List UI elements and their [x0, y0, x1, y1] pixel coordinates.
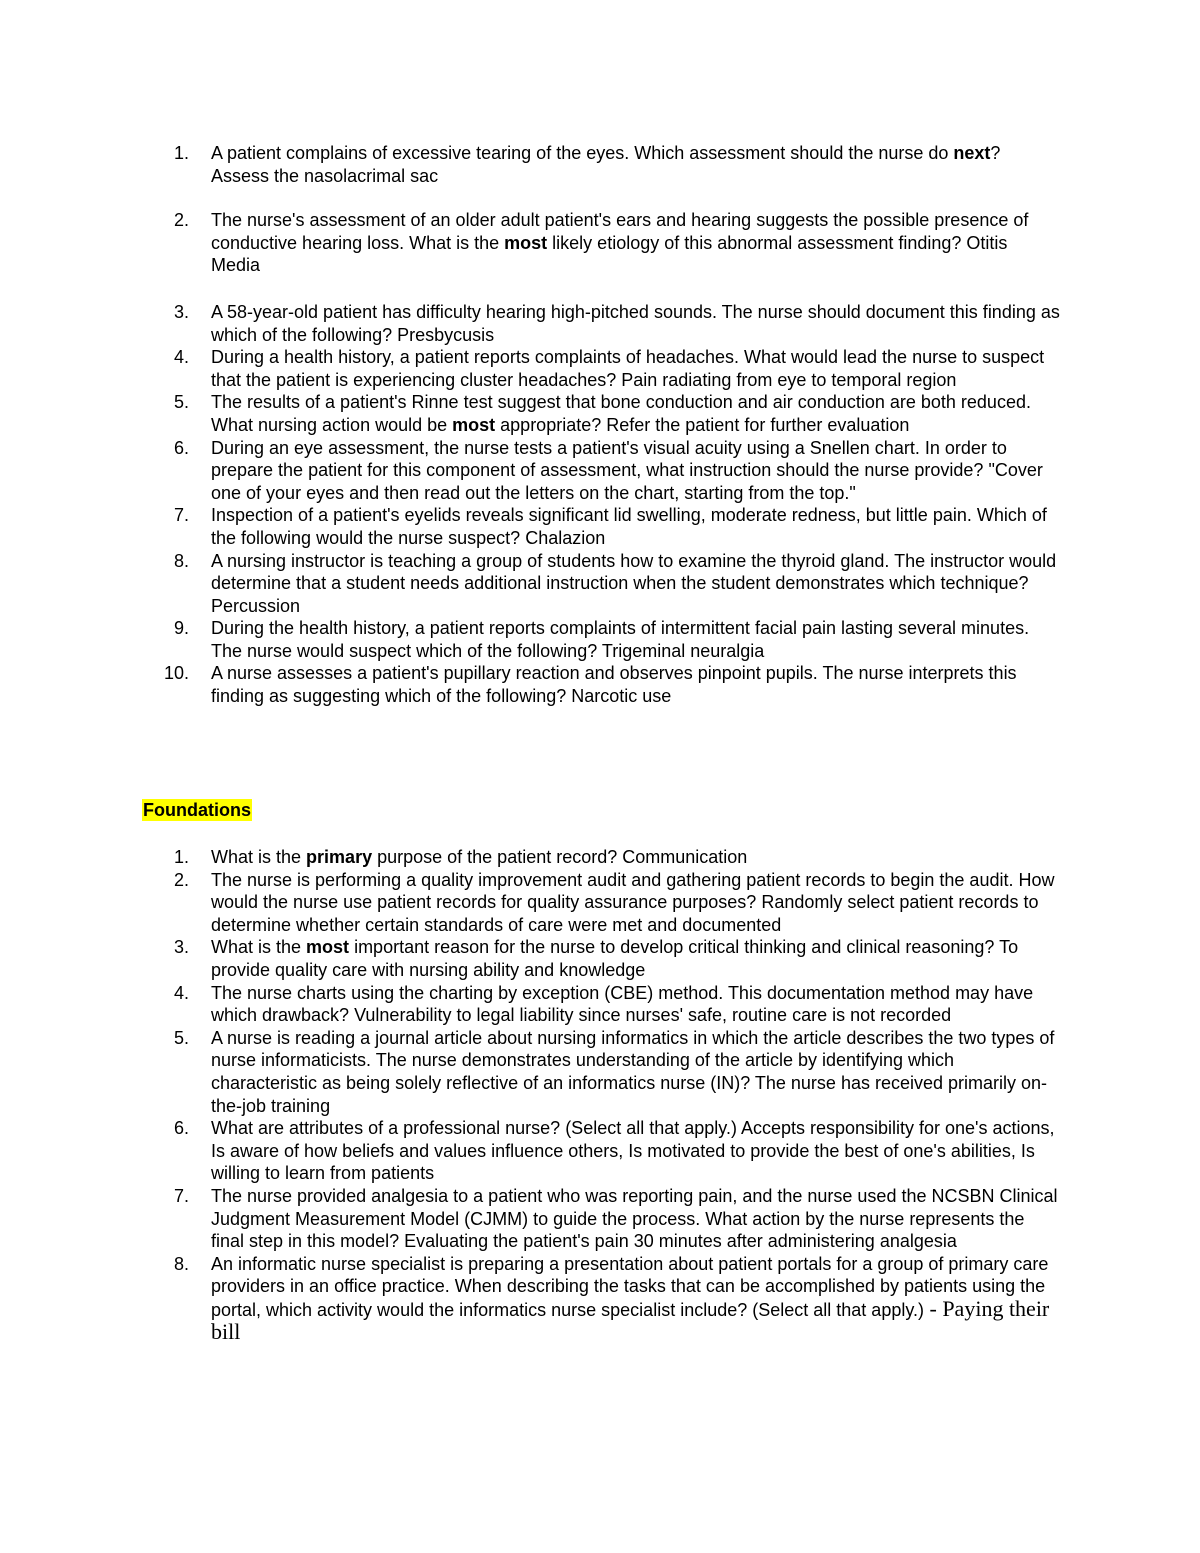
item-text: An informatic nurse specialist is preparing a presentation about patient portals for a group of primary care providers in an office practice. When describing the tasks that can be accomplished by patients using the portal, which activity would the informatics nurse specialist include? (Select all that apply.) - Paying their bill [211, 1253, 1050, 1345]
item-text: The results of a patient's Rinne test suggest that bone conduction and air conduction are both reduced. What nursing action would be most appropriate? Refer the patient for further evaluation [211, 392, 1031, 435]
item-number: 7. [174, 1185, 190, 1206]
item-text: What are attributes of a professional nurse? (Select all that apply.) Accepts responsibility for one's actions, Is aware of how beliefs and values influence others, Is motivated to provide the best of one's abilities, Is willing to learn from patients [211, 1118, 1055, 1184]
item-number: 3. [174, 937, 190, 958]
item-text: During a health history, a patient reports complaints of headaches. What would lead the nurse to suspect that the patient is experiencing cluster headaches? Pain radiating from eye to temporal region [211, 347, 1045, 390]
answer-text: - Paying their bill [211, 1295, 1050, 1345]
list-item [0, 1027, 1061, 1117]
item-number: 5. [174, 392, 190, 413]
list-item [0, 346, 1061, 391]
list-item [0, 869, 1061, 937]
list-item [0, 550, 1061, 618]
item-number: 6. [174, 1118, 190, 1139]
item-number: 5. [174, 1027, 190, 1048]
list-item [0, 936, 1061, 981]
item-text: A nursing instructor is teaching a group of students how to examine the thyroid gland. The instructor would determine that a student needs additional instruction when the student demonstrates which technique? Percussion [211, 550, 1057, 616]
emphasis: most [452, 414, 496, 435]
item-number: 4. [174, 347, 190, 368]
question-list-2 [0, 846, 1200, 1345]
list-item [0, 662, 1061, 707]
item-number: 2. [174, 869, 190, 890]
item-number: 1. [174, 847, 190, 867]
emphasis: most [306, 937, 350, 958]
item-number: 9. [174, 618, 190, 639]
section-heading: Foundations [143, 800, 251, 820]
list-item [0, 1185, 1061, 1253]
item-number: 1. [174, 143, 190, 163]
list-item [0, 301, 1061, 346]
item-text: The nurse charts using the charting by exception (CBE) method. This documentation method may have which drawback? Vulnerability to legal liability since nurses' safe, routine care is not recorded [211, 982, 1034, 1026]
item-text: During the health history, a patient reports complaints of intermittent facial pain lasting several minutes. The nurse would suspect which of the following? Trigeminal neuralgia [211, 618, 1030, 661]
list-item [0, 437, 1061, 505]
emphasis: primary [306, 847, 373, 867]
item-text: A 58-year-old patient has difficulty hearing high-pitched sounds. The nurse should document this finding as which of the following? Presbycusis [211, 301, 1060, 345]
list-item [0, 982, 1061, 1027]
list-item [0, 209, 1061, 277]
list-item [0, 846, 1061, 869]
item-text: Inspection of a patient's eyelids reveals significant lid swelling, moderate redness, but little pain. Which of the following would the nurse suspect? Chalazion [211, 505, 1047, 548]
item-text: The nurse provided analgesia to a patient who was reporting pain, and the nurse used the NCSBN Clinical Judgment Measurement Model (CJMM) to guide the process. What action by the nurse represents the final step in this model? Evaluating the patient's pain 30 minutes after administering analgesia [211, 1185, 1058, 1252]
emphasis: most [504, 232, 548, 253]
item-text: The nurse's assessment of an older adult patient's ears and hearing suggests the possible presence of conductive hearing loss. What is the most likely etiology of this abnormal assessment finding? Otitis Media [211, 210, 1029, 276]
item-text: What is the most important reason for the nurse to develop critical thinking and clinical reasoning? To provide quality care with nursing ability and knowledge [211, 937, 1019, 980]
item-text: During an eye assessment, the nurse tests a patient's visual acuity using a Snellen chart. In order to prepare the patient for this component of assessment, what instruction should the nurse provide? "Cover one of your eyes and then read out the letters on the chart, starting from the top." [211, 437, 1043, 503]
item-text: A patient complains of excessive tearing of the eyes. Which assessment should the nurse do next? Assess the nasolacrimal sac [211, 143, 1001, 186]
item-number: 8. [174, 1253, 190, 1274]
item-text: A nurse is reading a journal article about nursing informatics in which the article describes the two types of nurse informaticists. The nurse demonstrates understanding of the article by identifying which characteristic as being solely reflective of an informatics nurse (IN)? The nurse has received primarily on-the-job training [211, 1027, 1055, 1116]
item-number: 6. [174, 437, 190, 458]
item-number: 3. [174, 301, 190, 322]
item-text: What is the primary purpose of the patient record? Communication [211, 847, 748, 867]
list-item [0, 142, 1061, 187]
list-item [0, 1253, 1061, 1345]
list-item [0, 391, 1061, 436]
item-text: A nurse assesses a patient's pupillary reaction and observes pinpoint pupils. The nurse interprets this finding as suggesting which of the following? Narcotic use [211, 663, 1017, 707]
item-number: 10. [164, 663, 190, 684]
item-number: 4. [174, 982, 190, 1003]
item-number: 7. [174, 505, 190, 526]
item-number: 8. [174, 550, 190, 571]
list-item [0, 1117, 1061, 1185]
item-number: 2. [174, 210, 190, 231]
emphasis: next [953, 143, 991, 163]
list-item [0, 504, 1061, 549]
item-text: The nurse is performing a quality improvement audit and gathering patient records to begin the audit. How would the nurse use patient records for quality assurance purposes? Randomly select patient records to determine whether certain standards of care were met and documented [211, 869, 1055, 935]
list-item [0, 617, 1061, 662]
question-list-1 [0, 142, 1200, 708]
